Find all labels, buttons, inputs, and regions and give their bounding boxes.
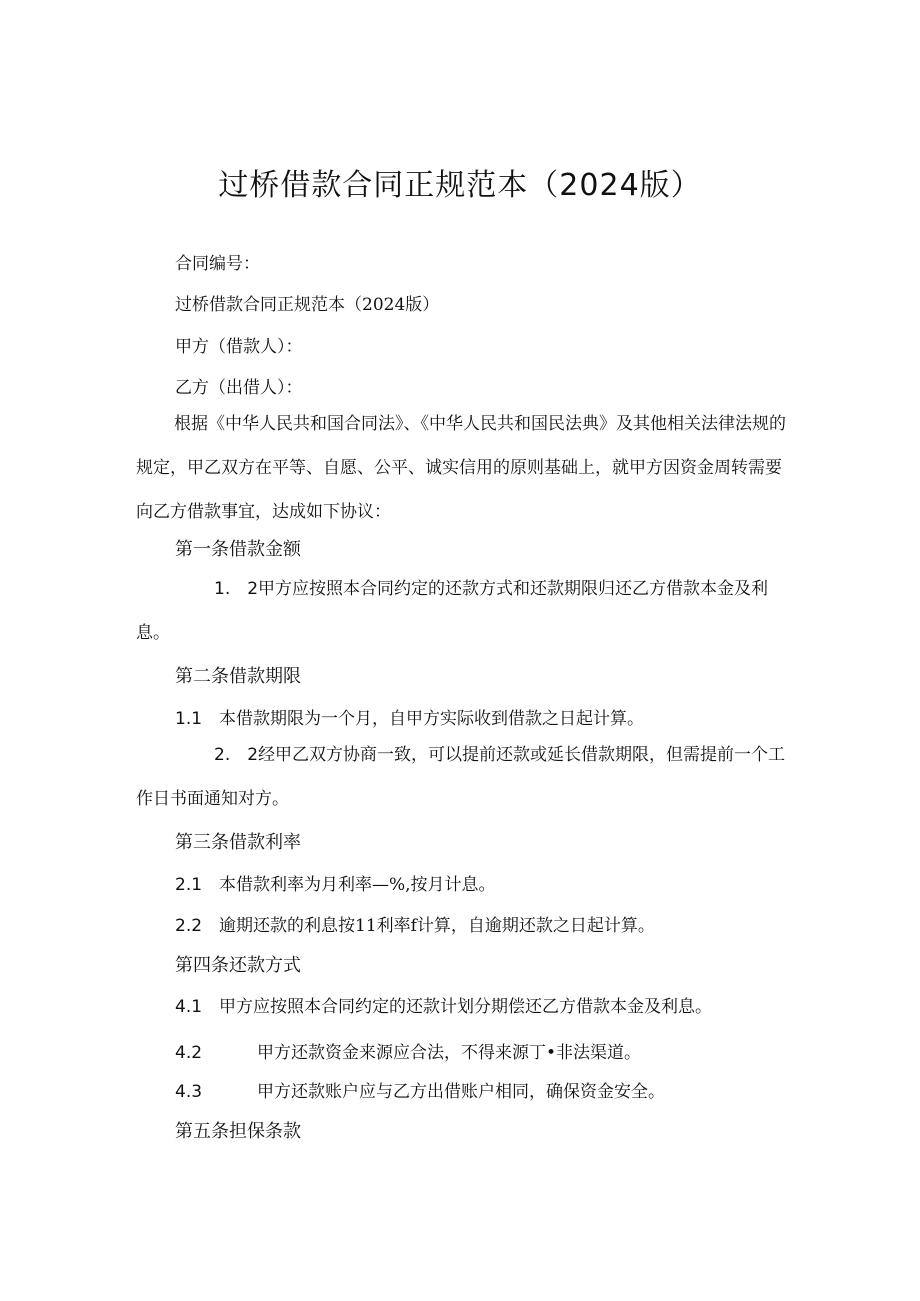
clause-number: 4.2 <box>175 1043 203 1063</box>
clause-number: 4.1 <box>175 997 203 1017</box>
contract-number-label: 合同编号： <box>175 254 260 274</box>
clause-number: 1.1 <box>175 709 203 729</box>
clause-item <box>175 870 496 895</box>
clause-item <box>175 992 712 1017</box>
clause-text: 本借款期限为一个月，自甲方实际收到借款之日起计算。 <box>219 709 644 729</box>
clause-text: 甲方还款资金来源应合法，不得来源丁•非法渠道。 <box>257 1043 642 1063</box>
intro-paragraph: 根据《中华人民共和国合同法》、《中华人民共和国民法典》及其他相关法律法规的规定，甲乙双方在平等、自愿、公平、诚实信用的原则基础上，就甲方因资金周转需要向乙方借款事宜，达成如下协议： <box>136 414 786 522</box>
section-heading-2: 第二条借款期限 <box>175 666 301 687</box>
clause-text: 甲方应按照本合同约定的还款方式和还款期限归还乙方借款本金及利息。 <box>136 579 769 643</box>
clause-number: 2.1 <box>175 875 203 895</box>
clause-item <box>136 733 796 821</box>
document-title: 过桥借款合同正规范本（2024版） <box>218 168 702 203</box>
section-heading-4: 第四条还款方式 <box>175 955 301 976</box>
clause-text: 甲方还款账户应与乙方出借账户相同，确保资金安全。 <box>257 1082 665 1102</box>
clause-number: 4.3 <box>175 1082 203 1102</box>
section-heading-1: 第一条借款金额 <box>175 539 301 560</box>
clause-item <box>175 1077 665 1102</box>
section-heading-5: 第五条担保条款 <box>175 1121 301 1142</box>
clause-text: 经甲乙双方协商一致，可以提前还款或延长借款期限，但需提前一个工作日书面通知对方。 <box>136 745 786 809</box>
clause-number: 2.2 <box>175 916 203 936</box>
clause-text: 甲方应按照本合同约定的还款计划分期偿还乙方借款本金及利息。 <box>219 997 712 1017</box>
section-heading-3: 第三条借款利率 <box>175 832 301 853</box>
clause-text: 本借款利率为月利率—%,按月计息。 <box>219 875 496 895</box>
clause-text: 逾期还款的利息按11利率f计算，自逾期还款之日起计算。 <box>219 916 655 936</box>
document-subtitle: 过桥借款合同正规范本（2024版） <box>175 295 440 315</box>
clause-number: 1. 2 <box>214 579 259 599</box>
clause-item <box>136 567 796 655</box>
clause-item <box>175 911 655 936</box>
clause-number: 2. 2 <box>214 745 259 765</box>
party-a-label: 甲方（借款人）： <box>175 337 303 357</box>
party-b-label: 乙方（出借人）： <box>175 378 303 398</box>
clause-item <box>175 704 644 729</box>
clause-item <box>175 1038 641 1063</box>
